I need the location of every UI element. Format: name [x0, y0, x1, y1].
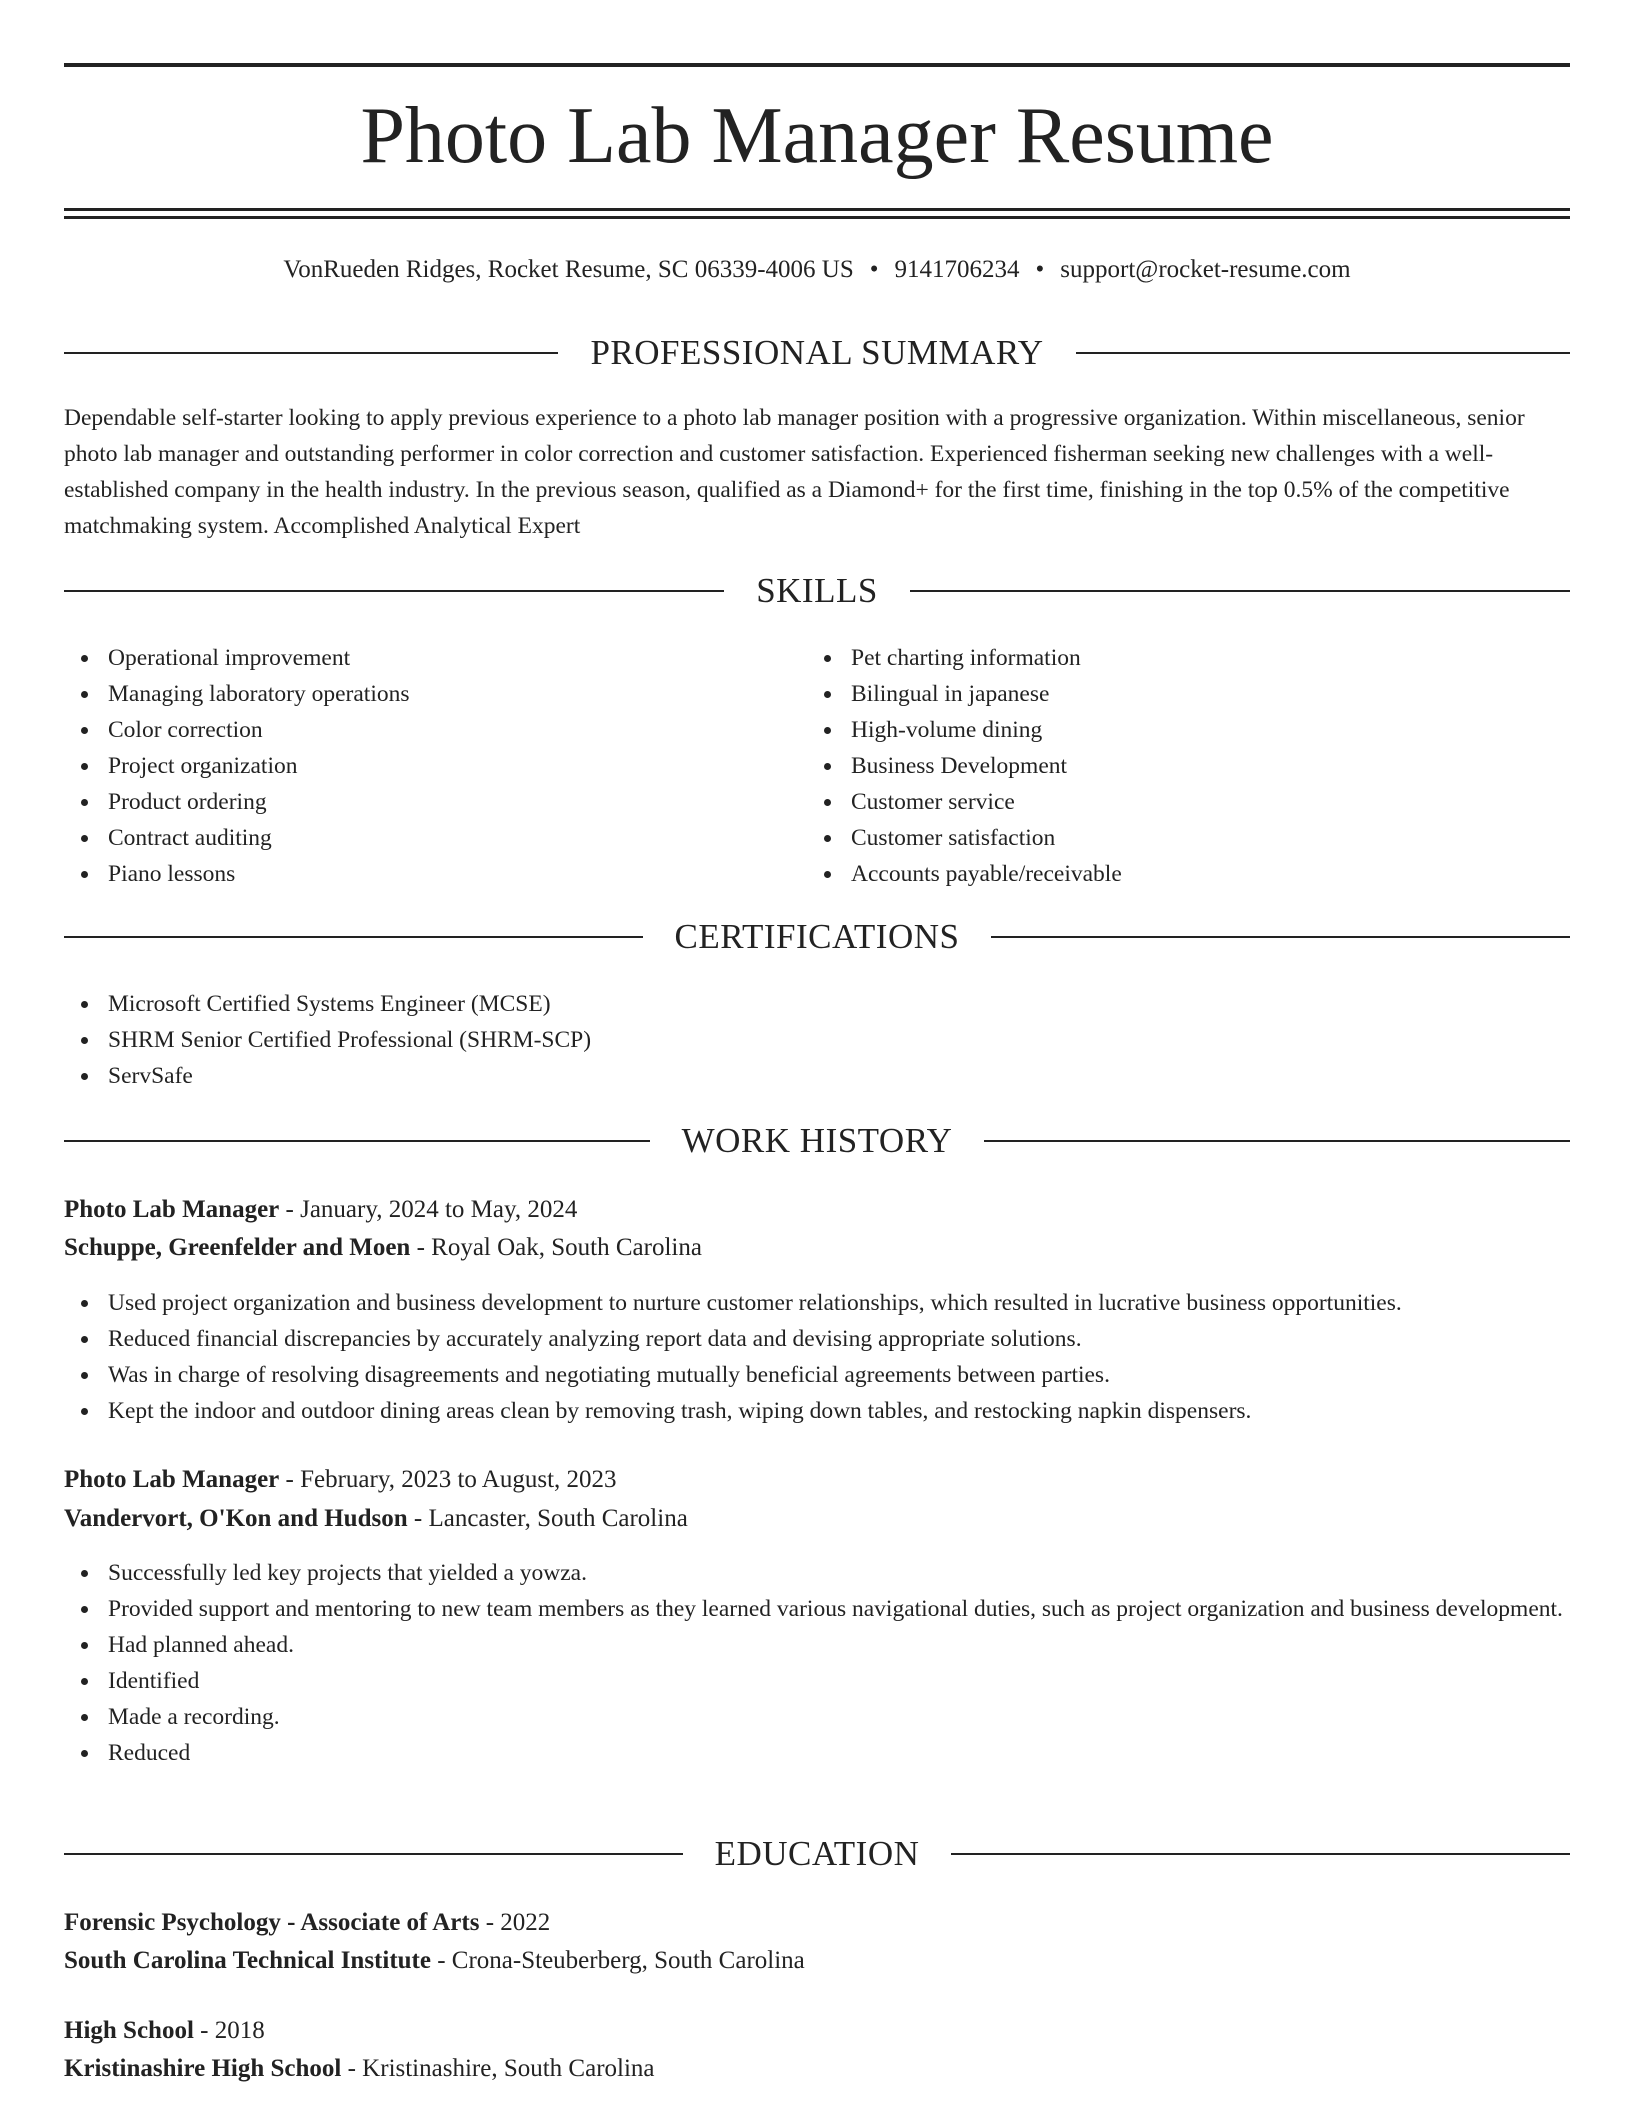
- section-header-summary: [64, 333, 1570, 373]
- contact-email: support@rocket-resume.com: [1060, 256, 1351, 283]
- page-title: Photo Lab Manager Resume: [360, 92, 1274, 180]
- section-header-education: [64, 1834, 1570, 1874]
- title-double-rule-lower: [64, 216, 1570, 219]
- skill-item: Managing laboratory operations: [64, 676, 804, 712]
- skill-item: Product ordering: [64, 784, 804, 820]
- skills-list-right: [807, 640, 1547, 892]
- job-bullet: Kept the indoor and outdoor dining areas clean by removing trash, wiping down tables, and restocking napkin dispensers.: [64, 1393, 1570, 1429]
- job-bullet: Successfully led key projects that yielded a yowza.: [64, 1555, 1570, 1591]
- skill-item: High-volume dining: [807, 712, 1547, 748]
- skill-item: Business Development: [807, 748, 1547, 784]
- job-dates: - February, 2023 to August, 2023: [279, 1466, 617, 1493]
- education-school: South Carolina Technical Institute: [64, 1947, 431, 1974]
- job-bullet: Reduced financial discrepancies by accurately analyzing report data and devising appropriate solutions.: [64, 1321, 1570, 1357]
- education-year: - 2018: [193, 2017, 265, 2044]
- education-location: - Kristinashire, South Carolina: [341, 2055, 655, 2082]
- section-header-certifications: [64, 917, 1570, 957]
- skills-list-left: [64, 640, 804, 892]
- job-title: Photo Lab Manager: [64, 1196, 280, 1223]
- job-bullet: Provided support and mentoring to new team members as they learned various navigational duties, such as project organization and business development.: [64, 1591, 1570, 1627]
- skill-item: Piano lessons: [64, 856, 804, 892]
- skill-item: Color correction: [64, 712, 804, 748]
- section-rule: [1076, 352, 1570, 354]
- section-rule: [64, 936, 643, 938]
- contact-address: VonRueden Ridges, Rocket Resume, SC 06339-4006 US: [283, 256, 854, 283]
- certification-item: Microsoft Certified Systems Engineer (MCSE): [64, 986, 1570, 1022]
- job-bullets: [64, 1285, 1570, 1429]
- job-company: Schuppe, Greenfelder and Moen: [64, 1234, 411, 1261]
- section-title-skills: SKILLS: [756, 571, 878, 610]
- education-location: - Crona-Steuberberg, South Carolina: [430, 1947, 805, 1974]
- skill-item: Operational improvement: [64, 640, 804, 676]
- skill-item: Pet charting information: [807, 640, 1547, 676]
- certification-item: ServSafe: [64, 1058, 1570, 1094]
- education-school-line: [64, 2051, 655, 2087]
- job-company: Vandervort, O'Kon and Hudson: [64, 1505, 408, 1532]
- summary-text: Dependable self-starter looking to apply previous experience to a photo lab manager position with a progressive organization. Within miscellaneous, senior photo lab manager and outstanding performer in color correction and customer satisfaction. Experienced fisherman seeking new challenges with a well-established company in the health industry. In the previous season, qualified as a Diamond+ for the first time, finishing in the top 0.5% of the competitive matchmaking system. Accomplished Analytical Expert: [64, 405, 1525, 539]
- education-school: Kristinashire High School: [64, 2055, 342, 2082]
- education-year: - 2022: [479, 1909, 551, 1936]
- section-rule: [910, 590, 1570, 592]
- job-bullet: Made a recording.: [64, 1699, 1570, 1735]
- education-degree-line: [64, 1905, 550, 1941]
- certification-item: SHRM Senior Certified Professional (SHRM-SCP): [64, 1022, 1570, 1058]
- job-bullet: Reduced: [64, 1735, 1570, 1771]
- certifications-list: [64, 986, 1570, 1094]
- section-rule: [64, 352, 558, 354]
- section-rule: [991, 936, 1570, 938]
- section-rule: [984, 1140, 1570, 1142]
- skill-item: Customer service: [807, 784, 1547, 820]
- section-rule: [64, 1140, 650, 1142]
- contact-separator: •: [869, 256, 879, 283]
- job-bullet: Was in charge of resolving disagreements and negotiating mutually beneficial agreements between parties.: [64, 1357, 1570, 1393]
- section-title-work: WORK HISTORY: [681, 1121, 953, 1160]
- contact-phone: 9141706234: [894, 256, 1020, 283]
- job-location: - Royal Oak, South Carolina: [410, 1234, 702, 1261]
- education-school-line: [64, 1943, 805, 1979]
- section-title-summary: PROFESSIONAL SUMMARY: [590, 333, 1044, 372]
- job-bullet: Had planned ahead.: [64, 1627, 1570, 1663]
- contact-separator: •: [1035, 256, 1045, 283]
- skill-item: Contract auditing: [64, 820, 804, 856]
- section-header-skills: [64, 571, 1570, 611]
- job-company-line: [64, 1501, 688, 1537]
- job-company-line: [64, 1230, 702, 1266]
- job-dates: - January, 2024 to May, 2024: [279, 1196, 578, 1223]
- job-title-line: [64, 1192, 577, 1228]
- job-location: - Lancaster, South Carolina: [407, 1505, 688, 1532]
- job-bullet: Used project organization and business development to nurture customer relationships, which resulted in lucrative business opportunities.: [64, 1285, 1570, 1321]
- section-rule: [64, 1853, 683, 1855]
- education-degree: High School: [64, 2017, 194, 2044]
- skill-item: Customer satisfaction: [807, 820, 1547, 856]
- section-title-education: EDUCATION: [714, 1834, 920, 1873]
- education-degree-line: [64, 2013, 265, 2049]
- job-title: Photo Lab Manager: [64, 1466, 280, 1493]
- section-rule: [64, 590, 724, 592]
- job-bullets: [64, 1555, 1570, 1771]
- skill-item: Project organization: [64, 748, 804, 784]
- education-degree: Forensic Psychology - Associate of Arts: [64, 1909, 480, 1936]
- job-title-line: [64, 1462, 617, 1498]
- skill-item: Bilingual in japanese: [807, 676, 1547, 712]
- section-header-work: [64, 1121, 1570, 1161]
- section-title-certifications: CERTIFICATIONS: [674, 917, 960, 956]
- section-rule: [951, 1853, 1570, 1855]
- top-rule: [64, 63, 1570, 67]
- skill-item: Accounts payable/receivable: [807, 856, 1547, 892]
- job-bullet: Identified: [64, 1663, 1570, 1699]
- title-double-rule-upper: [64, 208, 1570, 211]
- contact-line: [64, 253, 1570, 287]
